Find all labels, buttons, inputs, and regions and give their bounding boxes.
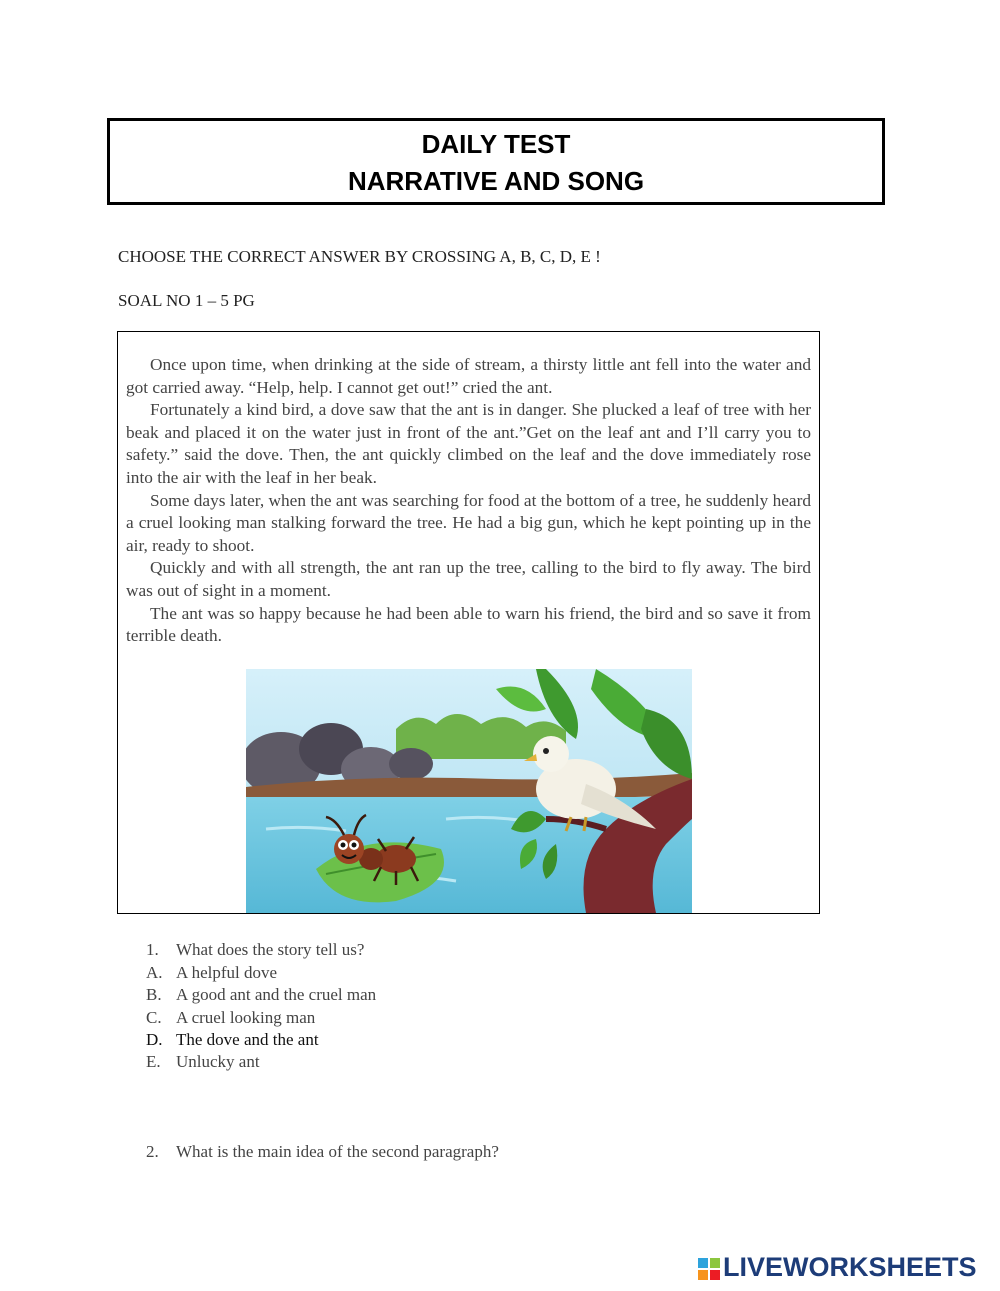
paragraph-1: Once upon time, when drinking at the side of stream, a thirsty little ant fell into the water and got carried away. “Help, help. I cannot get out!” cried the ant. (126, 355, 811, 397)
option-b[interactable] (146, 985, 376, 1005)
instruction-text: CHOOSE THE CORRECT ANSWER BY CROSSING A, B, C, D, E ! (118, 247, 601, 266)
story-text (126, 354, 811, 648)
option-c-label: C. (146, 1008, 162, 1027)
option-d-text: The dove and the ant (176, 1030, 319, 1049)
option-a-label: A. (146, 963, 163, 982)
question-range-label: SOAL NO 1 – 5 PG (118, 291, 255, 310)
option-a[interactable] (146, 963, 277, 983)
paragraph-3: Some days later, when the ant was searching for food at the bottom of a tree, he suddenly heard a cruel looking man stalking forward the tree. He had a big gun, which he kept pointing up in the air, ready to shoot. (126, 490, 811, 555)
title-line-2: NARRATIVE AND SONG (347, 166, 645, 196)
option-e[interactable] (146, 1052, 260, 1072)
question-2-number: 2. (146, 1142, 159, 1161)
paragraph-2: Fortunately a kind bird, a dove saw that the ant is in danger. She plucked a leaf of tree with her beak and placed it on the water just in front of the ant.”Get on the leaf ant and I’ll carry you to safety.” said the dove. Then, the ant quickly climbed on the leaf and the dove immediately rose into the air with the leaf in her beak. (126, 400, 811, 487)
liveworksheets-logo-text: LIVEWORKSHEETS (723, 1252, 977, 1282)
paragraph-4: Quickly and with all strength, the ant ran up the tree, calling to the bird to fly away. The bird was out of sight in a moment. (126, 558, 811, 600)
ant-and-dove-illustration (246, 669, 692, 913)
option-c-text: A cruel looking man (176, 1008, 316, 1027)
question-1-number: 1. (146, 940, 159, 959)
liveworksheets-logo-icon (697, 1257, 721, 1283)
title-line-1: DAILY TEST (421, 129, 571, 159)
question-1-text: What does the story tell us? (176, 940, 365, 959)
option-e-text: Unlucky ant (176, 1052, 260, 1071)
test-title-box (107, 118, 885, 205)
paragraph-5: The ant was so happy because he had been able to warn his friend, the bird and so save it from terrible death. (126, 603, 811, 646)
liveworksheets-logo (697, 1252, 997, 1286)
option-a-text: A helpful dove (176, 963, 278, 982)
option-d[interactable] (146, 1030, 319, 1050)
option-d-label: D. (146, 1030, 163, 1049)
question-2 (146, 1142, 499, 1162)
question-2-text: What is the main idea of the second paragraph? (176, 1142, 499, 1161)
option-c[interactable] (146, 1008, 315, 1028)
option-b-text: A good ant and the cruel man (176, 985, 377, 1004)
question-1 (146, 940, 364, 960)
option-b-label: B. (146, 985, 162, 1004)
option-e-label: E. (146, 1052, 161, 1071)
reading-passage-box (117, 331, 820, 914)
